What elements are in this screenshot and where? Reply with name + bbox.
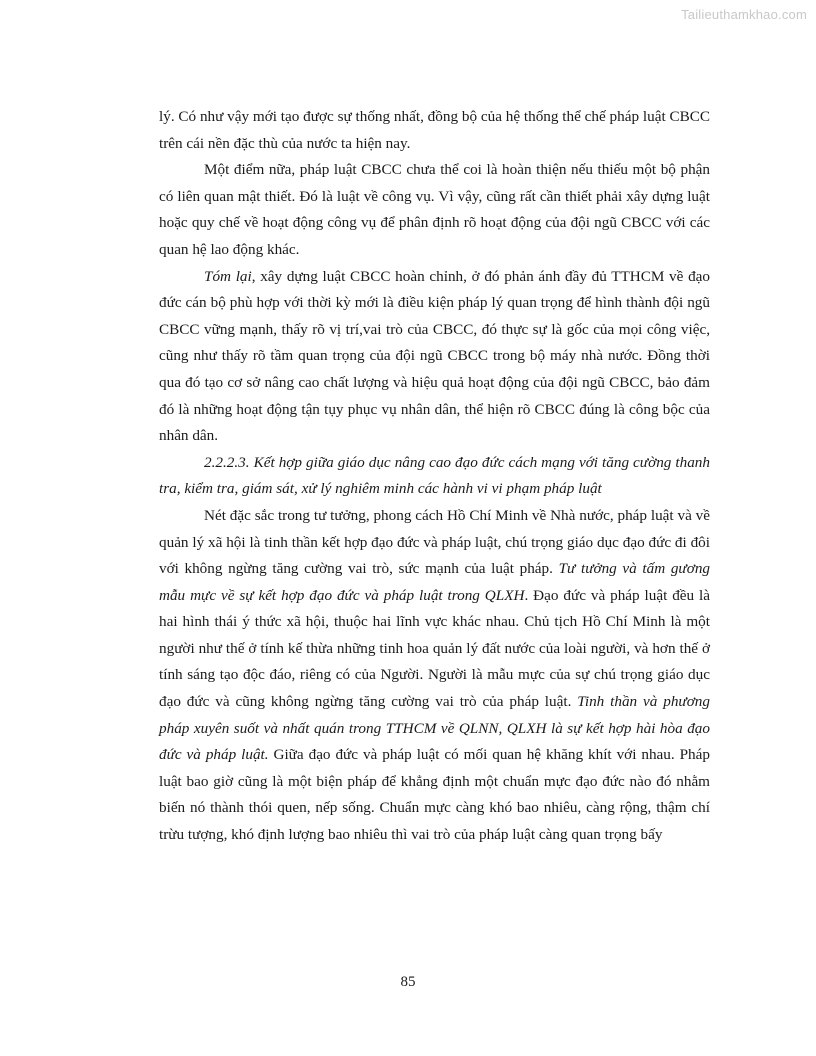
page-number: 85 <box>400 974 416 990</box>
paragraph-civil-service-law: Một điểm nữa, pháp luật CBCC chưa thể coi là hoàn thiện nếu thiếu một bộ phận có liên quan mật thiết. Đó là luật về công vụ. Vì vậy, cũng rất cần thiết phải xây dựng luật hoặc quy chế về hoạt động công vụ để phân định rõ hoạt động của đội ngũ CBCC với các quan hệ lao động khác. <box>159 161 710 258</box>
text-segment: Giữa đạo đức và pháp luật có mối quan hệ khăng khít với nhau. Pháp luật bao giờ cũng là một biện pháp để khẳng định một chuẩn mực đạo đức nào đó nhằm biến nó thành thói quen, nếp sống. Chuẩn mực càng khó bao nhiêu, càng rộng, thậm chí trừu tượng, khó định lượng bao nhiêu thì vai trò của pháp luật càng quan trọng bấy <box>159 746 710 844</box>
paragraph-summary <box>159 264 710 450</box>
summary-text: , xây dựng luật CBCC hoàn chỉnh, ở đó phản ánh đầy đủ TTHCM về đạo đức cán bộ phù hợp với thời kỳ mới là điều kiện pháp lý quan trọng để hình thành đội ngũ CBCC vững mạnh, thấy rõ vị trí,vai trò của CBCC, đó thực sự là gốc của mọi công việc, cũng như thấy rõ tầm quan trọng của đội ngũ CBCC trong bộ máy nhà nước. Đồng thời qua đó tạo cơ sở nâng cao chất lượng và hiệu quả hoạt động của đội ngũ CBCC, bảo đảm đó là những hoạt động tận tụy phục vụ nhân dân, thể hiện rõ CBCC đúng là công bộc của nhân dân. <box>159 267 710 445</box>
watermark: Tailieuthamkhao.com <box>681 7 807 22</box>
paragraph-continuation: lý. Có như vậy mới tạo được sự thống nhất, đồng bộ của hệ thống thể chế pháp luật CBCC trên cái nền đặc thù của nước ta hiện nay. <box>159 108 710 152</box>
text-segment: Nét đặc sắc trong tư tưởng, phong cách Hồ Chí Minh về Nhà nước, pháp luật và về quản lý xã hội là tinh thần kết hợp đạo đức và pháp luật, chú trọng giáo dục đạo đức đi đôi với không ngừng tăng cường vai trò, sức mạnh của luật pháp. <box>159 506 710 578</box>
paragraph-ethics-and-law <box>159 503 710 849</box>
italic-segment: Tinh thần và phương pháp xuyên suốt và nhất quán trong TTHCM về QLNN, QLXH là sự kết hợp hài hòa đạo đức và pháp luật. <box>159 693 710 764</box>
section-heading: 2.2.2.3. Kết hợp giữa giáo dục nâng cao đạo đức cách mạng với tăng cường thanh tra, kiểm tra, giám sát, xử lý nghiêm minh các hành vi vi phạm pháp luật <box>159 453 710 498</box>
italic-segment: Tư tưởng và tấm gương mẫu mực về sự kết hợp đạo đức và pháp luật trong QLXH <box>159 560 711 604</box>
text-segment: . Đạo đức và pháp luật đều là hai hình thái ý thức xã hội, thuộc hai lĩnh vực khác nhau. Chủ tịch Hồ Chí Minh là một người như thế ở tính kế thừa những tinh hoa quản lý đất nước của loài người, và hơn thế ở tính sáng tạo độc đáo, riêng có của Người. Người là mẫu mực của sự chú trọng giáo dục đạo đức và cũng không ngừng tăng cường vai trò của pháp luật. <box>159 586 711 711</box>
summary-lead: Tóm lại <box>204 267 252 285</box>
page-body <box>159 104 710 849</box>
